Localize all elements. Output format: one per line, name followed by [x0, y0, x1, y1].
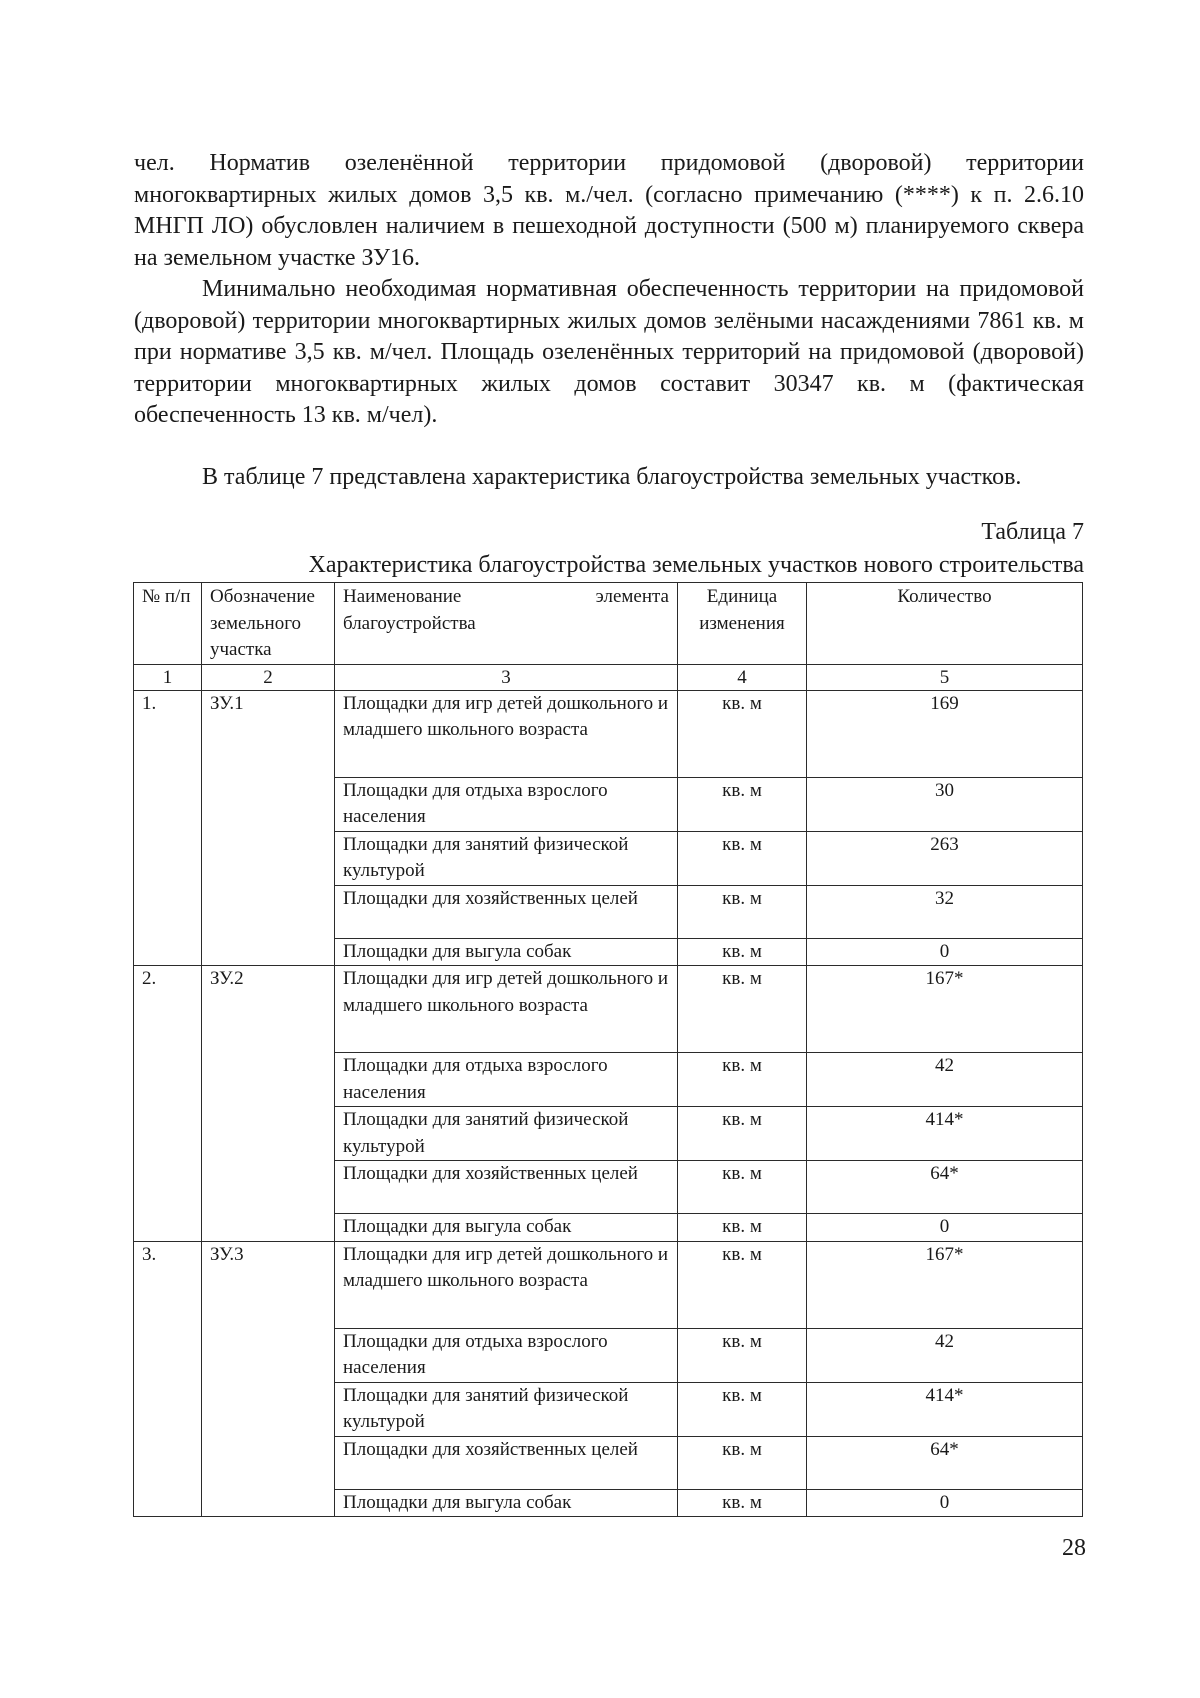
- header-unit: Единица изменения: [678, 583, 807, 665]
- land-plot-id: ЗУ.3: [202, 1241, 335, 1517]
- quantity-cell: 0: [807, 1214, 1083, 1242]
- row-number: 2.: [134, 966, 202, 1242]
- table-row: [134, 690, 1083, 777]
- quantity-cell: 167*: [807, 1241, 1083, 1328]
- header-name-line2: благоустройства: [343, 612, 476, 634]
- element-name: Площадки для выгула собак: [335, 1214, 678, 1242]
- quantity-cell: 414*: [807, 1382, 1083, 1436]
- unit-cell: кв. м: [678, 1107, 807, 1161]
- quantity-cell: 169: [807, 690, 1083, 777]
- element-name: Площадки для выгула собак: [335, 1489, 678, 1517]
- unit-cell: кв. м: [678, 966, 807, 1053]
- element-name: Площадки для хозяйственных целей: [335, 1161, 678, 1214]
- unit-cell: кв. м: [678, 1161, 807, 1214]
- unit-cell: кв. м: [678, 1241, 807, 1328]
- paragraph-continuation: чел. Норматив озеленённой территории придомовой (дворовой) территории многоквартирных жилых домов 3,5 кв. м./чел. (согласно примечанию (****) к п. 2.6.10 МНГП ЛО) обусловлен наличием в пешеходной доступности (500 м) планируемого сквера на земельном участке ЗУ16.: [134, 150, 1084, 271]
- table-caption: Характеристика благоустройства земельных участков нового строительства: [308, 552, 1084, 578]
- quantity-cell: 64*: [807, 1436, 1083, 1489]
- header-name: [335, 583, 678, 665]
- table-header: [134, 583, 1083, 691]
- element-name: Площадки для отдыха взрослого населения: [335, 1328, 678, 1382]
- element-name: Площадки для отдыха взрослого населения: [335, 1053, 678, 1107]
- element-name: Площадки для игр детей дошкольного и младшего школьного возраста: [335, 1241, 678, 1328]
- improvement-table: [133, 582, 1083, 1517]
- unit-cell: кв. м: [678, 777, 807, 831]
- quantity-cell: 0: [807, 1489, 1083, 1517]
- element-name: Площадки для игр детей дошкольного и младшего школьного возраста: [335, 690, 678, 777]
- index-cell: 5: [807, 664, 1083, 690]
- quantity-cell: 42: [807, 1053, 1083, 1107]
- unit-cell: кв. м: [678, 1053, 807, 1107]
- index-row: [134, 664, 1083, 690]
- quantity-cell: 32: [807, 885, 1083, 938]
- header-name-line1: Наименование элемента: [343, 586, 669, 607]
- unit-cell: кв. м: [678, 1489, 807, 1517]
- element-name: Площадки для хозяйственных целей: [335, 885, 678, 938]
- index-cell: 2: [202, 664, 335, 690]
- body-text: [134, 148, 1084, 493]
- header-zu: Обозначение земельного участка: [202, 583, 335, 665]
- unit-cell: кв. м: [678, 1436, 807, 1489]
- quantity-cell: 0: [807, 938, 1083, 966]
- unit-cell: кв. м: [678, 690, 807, 777]
- quantity-cell: 64*: [807, 1161, 1083, 1214]
- quantity-cell: 414*: [807, 1107, 1083, 1161]
- unit-cell: кв. м: [678, 885, 807, 938]
- row-number: 3.: [134, 1241, 202, 1517]
- element-name: Площадки для хозяйственных целей: [335, 1436, 678, 1489]
- quantity-cell: 30: [807, 777, 1083, 831]
- land-plot-id: ЗУ.1: [202, 690, 335, 966]
- paragraph-table-intro: В таблице 7 представлена характеристика благоустройства земельных участков.: [202, 463, 1022, 490]
- table-label: Таблица 7: [981, 519, 1084, 545]
- quantity-cell: 263: [807, 831, 1083, 885]
- element-name: Площадки для выгула собак: [335, 938, 678, 966]
- index-cell: 4: [678, 664, 807, 690]
- index-cell: 3: [335, 664, 678, 690]
- quantity-cell: 167*: [807, 966, 1083, 1053]
- element-name: Площадки для занятий физической культурой: [335, 1382, 678, 1436]
- element-name: Площадки для занятий физической культурой: [335, 831, 678, 885]
- quantity-cell: 42: [807, 1328, 1083, 1382]
- land-plot-id: ЗУ.2: [202, 966, 335, 1242]
- row-number: 1.: [134, 690, 202, 966]
- unit-cell: кв. м: [678, 1214, 807, 1242]
- unit-cell: кв. м: [678, 831, 807, 885]
- unit-cell: кв. м: [678, 1382, 807, 1436]
- table-row: [134, 1241, 1083, 1328]
- paragraph-greening: Минимально необходимая нормативная обеспеченность территории на придомовой (дворовой) территории многоквартирных жилых домов зелёными насаждениями 7861 кв. м при нормативе 3,5 кв. м/чел. Площадь озеленённых территорий на придомовой (дворовой) территории многоквартирных жилых домов составит 30347 кв. м (фактическая обеспеченность 13 кв. м/чел).: [134, 276, 1084, 428]
- header-qty: Количество: [807, 583, 1083, 665]
- header-num: № п/п: [134, 583, 202, 665]
- element-name: Площадки для игр детей дошкольного и младшего школьного возраста: [335, 966, 678, 1053]
- page-number: 28: [1062, 1535, 1086, 1561]
- unit-cell: кв. м: [678, 938, 807, 966]
- index-cell: 1: [134, 664, 202, 690]
- element-name: Площадки для занятий физической культурой: [335, 1107, 678, 1161]
- element-name: Площадки для отдыха взрослого населения: [335, 777, 678, 831]
- table-row: [134, 966, 1083, 1053]
- unit-cell: кв. м: [678, 1328, 807, 1382]
